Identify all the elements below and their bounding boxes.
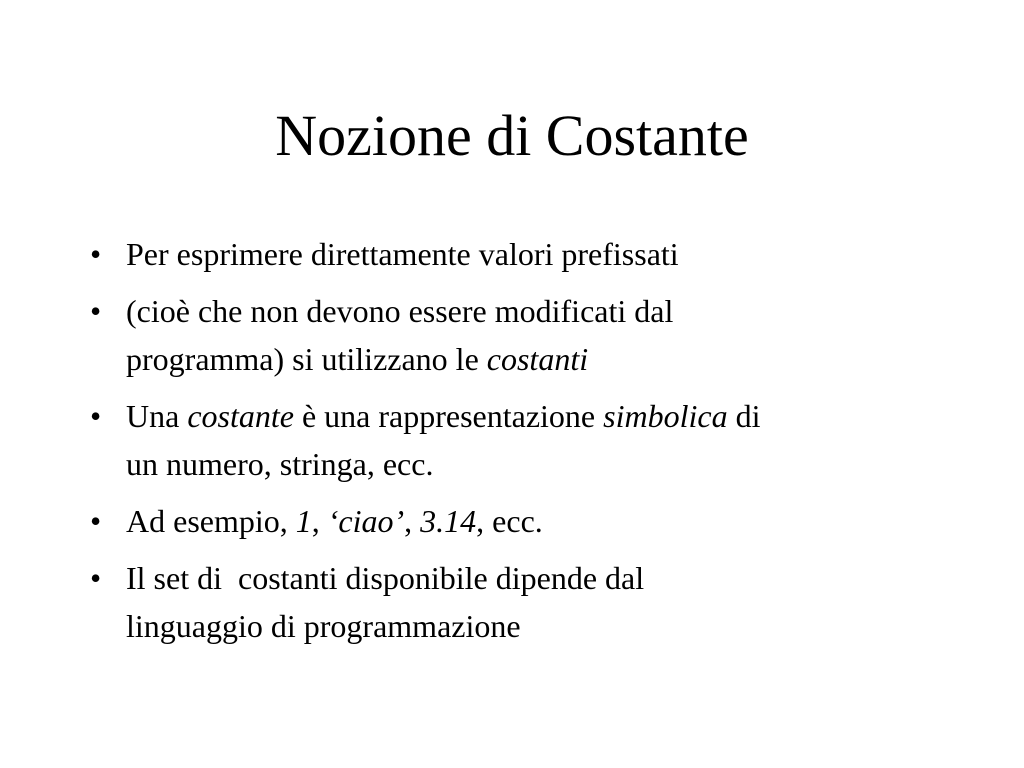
bullet-line bbox=[126, 440, 950, 488]
bullet-text: un numero, stringa, ecc. bbox=[126, 446, 434, 482]
bullet-item bbox=[90, 554, 950, 650]
bullet-text: Una bbox=[126, 398, 188, 434]
bullet-item bbox=[90, 230, 950, 278]
bullet-text: , bbox=[311, 503, 328, 539]
bullet-icon: • bbox=[90, 560, 102, 596]
bullet-line bbox=[126, 554, 950, 602]
bullet-text: Ad esempio, bbox=[126, 503, 296, 539]
emphasis-text: 3.14 bbox=[420, 503, 477, 539]
bullet-icon: • bbox=[90, 398, 102, 434]
bullet-text: linguaggio di programmazione bbox=[126, 608, 521, 644]
bullet-item bbox=[90, 392, 950, 488]
bullet-line bbox=[126, 497, 950, 545]
emphasis-text: costante bbox=[187, 398, 294, 434]
emphasis-text: costanti bbox=[486, 341, 589, 377]
emphasis-text: simbolica bbox=[603, 398, 728, 434]
bullet-line bbox=[126, 392, 950, 440]
emphasis-text: ‘ciao’ bbox=[327, 503, 405, 539]
bullet-text: Il set di costanti disponibile dipende dal bbox=[126, 560, 645, 596]
bullet-text: , ecc. bbox=[476, 503, 543, 539]
bullet-text: (cioè che non devono essere modificati dal bbox=[126, 293, 674, 329]
slide-title: Nozione di Costante bbox=[275, 103, 749, 168]
emphasis-text: 1 bbox=[295, 503, 312, 539]
bullet-icon: • bbox=[90, 293, 102, 329]
bullet-text: è una rappresentazione bbox=[293, 398, 604, 434]
bullet-text: Per esprimere direttamente valori prefissati bbox=[126, 236, 679, 272]
bullet-item bbox=[90, 497, 950, 545]
bullet-list bbox=[90, 230, 950, 659]
bullet-item bbox=[90, 287, 950, 383]
bullet-icon: • bbox=[90, 503, 102, 539]
bullet-icon: • bbox=[90, 236, 102, 272]
bullet-line bbox=[126, 335, 950, 383]
bullet-line bbox=[126, 602, 950, 650]
bullet-text: , bbox=[404, 503, 421, 539]
bullet-line bbox=[126, 230, 950, 278]
bullet-line bbox=[126, 287, 950, 335]
bullet-text: di bbox=[727, 398, 761, 434]
bullet-text: programma) si utilizzano le bbox=[126, 341, 487, 377]
